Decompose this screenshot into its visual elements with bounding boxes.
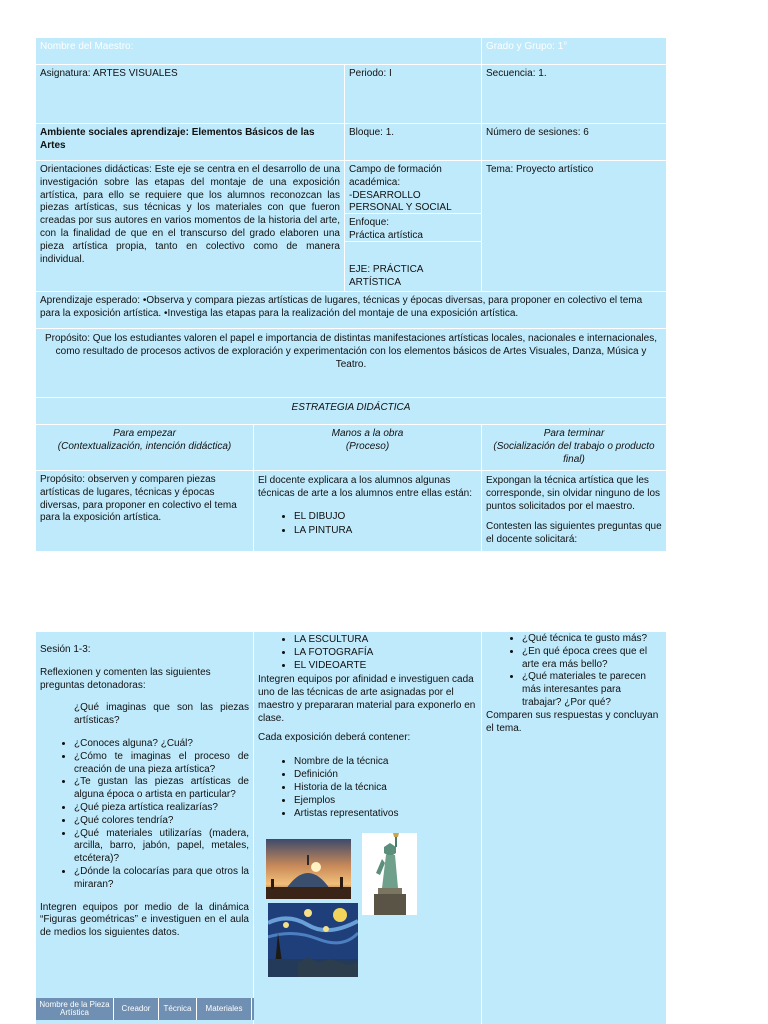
exposition-intro: Cada exposición deberá contener:: [258, 732, 411, 744]
column-end-header: [482, 425, 666, 470]
starry-night-image: [268, 903, 358, 977]
focus-cell: [345, 214, 481, 241]
teacher-name-cell: [36, 38, 481, 64]
period-text: Periodo: I: [349, 68, 392, 79]
list-item: • LA ESCULTURA: [294, 633, 477, 646]
page1-col3-p2: Contesten las siguientes preguntas que el docente solicitará:: [486, 520, 662, 545]
list-item: • Artistas representativos: [294, 807, 477, 820]
list-item: • ¿Qué materiales te parecen más interesantes para trabajar? ¿Por qué?: [522, 671, 662, 709]
expected-learning-cell: [36, 292, 666, 328]
table-header-cell: Materiales: [197, 998, 252, 1020]
strategy-title: ESTRATEGIA DIDÁCTICA: [291, 402, 411, 413]
strategy-title-cell: [36, 398, 666, 424]
end-subtitle: (Socialización del trabajo o producto final): [493, 440, 655, 465]
sequence-text: Secuencia: 1.: [486, 68, 547, 79]
list-item: • ¿Qué materiales utilizarías (madera, arcilla, barro, jabón, papel, metales, etcétera)?: [74, 828, 249, 866]
list-item: • ¿Qué pieza artística realizarías?: [74, 802, 249, 815]
mosque-dome-image: [266, 839, 351, 899]
list-item: • ¿Qué técnica te gusto más?: [522, 633, 662, 646]
page1-col2: [254, 471, 481, 551]
list-item: • Ejemplos: [294, 794, 477, 807]
list-item: • Definición: [294, 768, 477, 781]
list-item: • ¿Cómo te imaginas el proceso de creación de una pieza artística?: [74, 751, 249, 777]
sessions-cell: [482, 124, 666, 160]
start-title: Para empezar: [113, 428, 176, 439]
sessions-text: Número de sesiones: 6: [486, 127, 589, 138]
statue-of-liberty-icon: [362, 833, 417, 915]
compare-text: Comparen sus respuestas y concluyan el tema.: [486, 709, 659, 734]
main-question: ¿Qué imaginas que son las piezas artísticas?: [74, 702, 249, 727]
environment-cell: [36, 124, 344, 160]
end-title: Para terminar: [543, 428, 605, 439]
field-cell: [345, 161, 481, 213]
environment-text: Ambiente sociales aprendizaje: Elementos Básicos de las Artes: [40, 127, 315, 151]
grade-label: Grado y Grupo: 1°: [486, 41, 568, 52]
final-questions: [486, 633, 662, 710]
list-item: • ¿Te gustan las piezas artísticas de alguna época o artista en particular?: [74, 776, 249, 802]
detonating-questions: [40, 738, 249, 892]
list-item: • ¿En qué época crees que el arte era más bello?: [522, 646, 662, 672]
expected-learning-text: Aprendizaje esperado: •Observa y compara piezas artísticas de lugares, técnicas y épocas diversas, para proponer en colectivo el tema para la exposición artística. •Investiga las etapas para la realización del montaje de una exposición artística.: [40, 295, 643, 319]
list-item: • EL VIDEOARTE: [294, 659, 477, 672]
page1-col1-text: Propósito: observen y comparen piezas artísticas de lugares, técnicas y épocas diversas, para proponer en colectivo el tema para la exposición artística.: [40, 474, 237, 524]
subject-text: Asignatura: ARTES VISUALES: [40, 68, 178, 79]
field-title: Campo de formación académica:: [349, 164, 442, 188]
period-cell: [345, 65, 481, 123]
purpose-text: Propósito: Que los estudiantes valoren el papel e importancia de distintas manifestaciones artísticas locales, nacionales e internacionales, como resultado de procesos activos de exploración y experimentación con los elementos básicos de Artes Visuales, Danza, Música y Teatro.: [44, 333, 657, 370]
axis-cell: [345, 242, 481, 291]
axis-text: EJE: PRÁCTICA ARTÍSTICA: [349, 264, 423, 288]
list-item: • EL DIBUJO: [294, 510, 477, 523]
starry-night-icon: [268, 903, 358, 977]
hands-title: Manos a la obra: [331, 428, 404, 439]
list-item: • LA PINTURA: [294, 524, 477, 537]
subject-cell: [36, 65, 344, 123]
column-start-header: [36, 425, 253, 470]
statue-of-liberty-image: [362, 833, 417, 915]
page1-col3-p1: Expongan la técnica artística que les corresponde, sin olvidar ninguno de los puntos solicitados por el maestro.: [486, 475, 660, 513]
list-item: • ¿Dónde la colocarías para que otros la miraran?: [74, 866, 249, 892]
page1-col1: [36, 471, 253, 551]
focus-title: Enfoque:: [349, 217, 390, 228]
page2-col3: [482, 632, 666, 1024]
block-text: Bloque: 1.: [349, 127, 395, 138]
list-item: • ¿Qué colores tendría?: [74, 815, 249, 828]
table-header-cell: Técnica: [159, 998, 197, 1020]
orientations-text: Orientaciones didácticas: Este eje se centra en el desarrollo de una investigación sobre las etapas del montaje de una exposición artística, para ello se requiere que los alumnos reconozcan las piezas artísticas, sus técnicas y los materiales con que fueron creadas por sus autores en varios momentos de la historia del arte, con la finalidad de que en el transcurso del grado elaboren una pieza artística propia, tanto en colectivo como de manera individual.: [40, 164, 340, 265]
hands-subtitle: (Proceso): [345, 440, 390, 452]
start-subtitle: (Contextualización, intención didáctica): [57, 440, 232, 452]
session-label: Sesión 1-3:: [40, 644, 91, 655]
field-value: -DESARROLLO PERSONAL Y SOCIAL: [349, 189, 452, 214]
focus-value: Práctica artística: [349, 229, 423, 241]
page1-col3: [482, 471, 666, 551]
block-cell: [345, 124, 481, 160]
technique-list-2: [258, 633, 477, 673]
orientations-cell: [36, 161, 344, 291]
topic-text: Tema: Proyecto artístico: [486, 164, 594, 175]
list-item: • LA FOTOGRAFÍA: [294, 646, 477, 659]
topic-cell: [482, 161, 666, 291]
reflect-text: Reflexionen y comenten las siguientes preguntas detonadoras:: [40, 666, 211, 691]
teacher-label: Nombre del Maestro:: [40, 41, 134, 52]
page1-col2-intro: El docente explicara a los alumnos algunas técnicas de arte a los alumnos entre ellas están:: [258, 475, 473, 500]
mosque-dome-icon: [266, 839, 351, 899]
teams-affinity-text: Integren equipos por afinidad e investiguen cada uno de las técnicas de arte asignadas por el maestro y prepararan material para exponerlo en clase.: [258, 673, 476, 725]
table-header-cell: Creador: [114, 998, 159, 1020]
column-hands-header: [254, 425, 481, 470]
teams-geometric-text: Integren equipos por medio de la dinámica “Figuras geométricas” e investiguen en el aula de medios los siguientes datos.: [40, 901, 249, 939]
list-item: • Historia de la técnica: [294, 781, 477, 794]
list-item: • Nombre de la técnica: [294, 755, 477, 768]
grade-group-cell: [482, 38, 666, 64]
exposition-contents: [258, 755, 477, 821]
sequence-cell: [482, 65, 666, 123]
purpose-cell: [36, 329, 666, 397]
technique-list-1: [258, 510, 477, 536]
table-header-cell: Nombre de la Pieza Artística: [36, 998, 114, 1020]
page2-col1: [36, 632, 253, 1024]
list-item: • ¿Conoces alguna? ¿Cuál?: [74, 738, 249, 751]
